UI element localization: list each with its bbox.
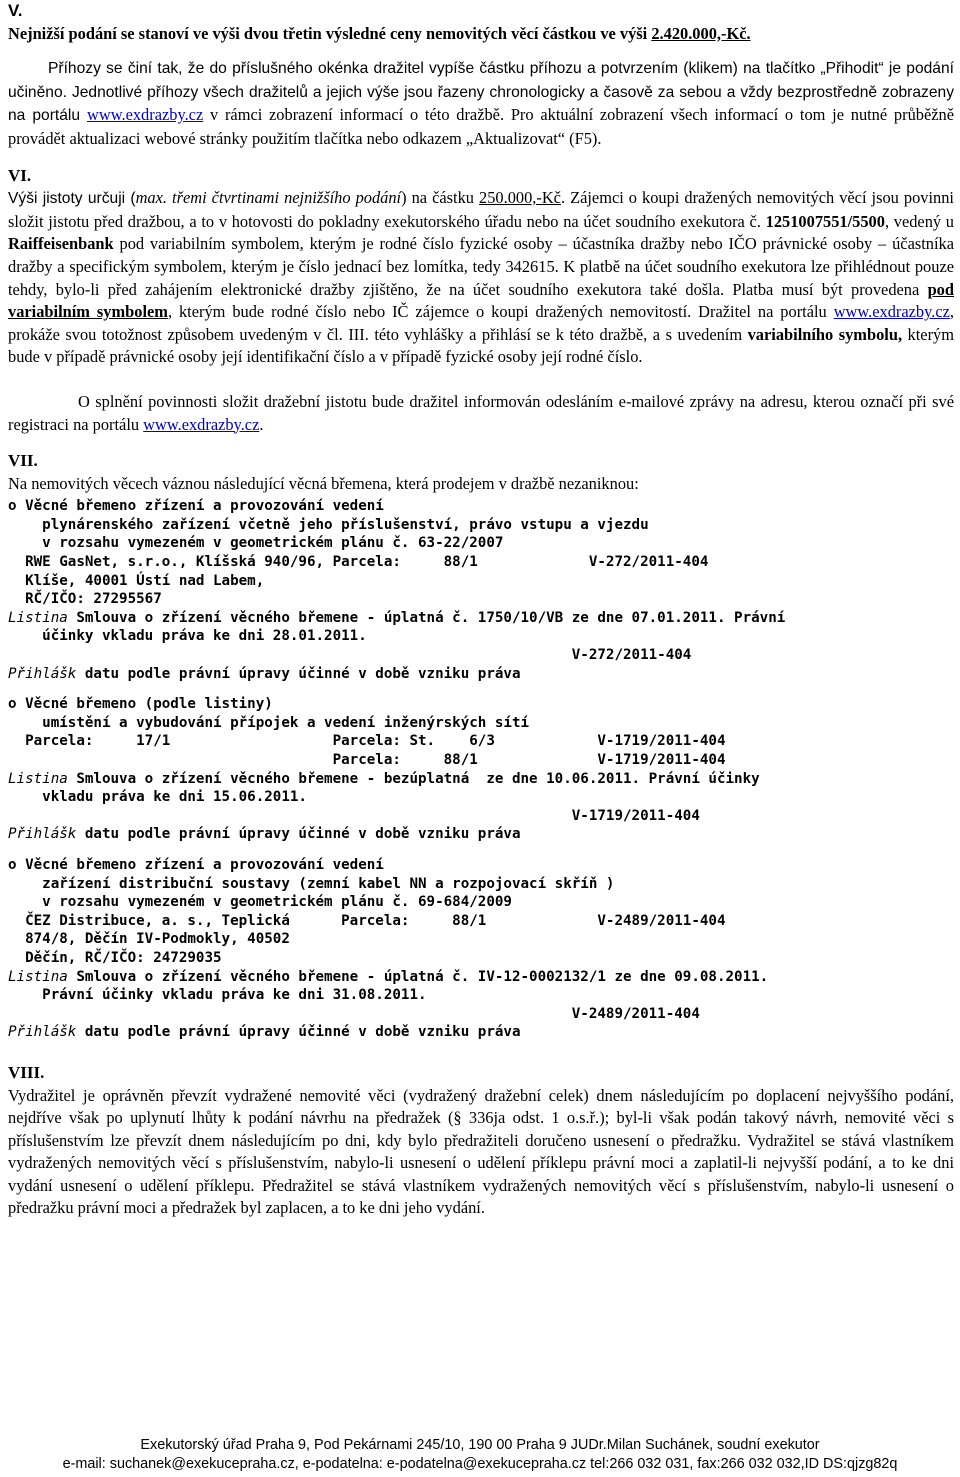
easement-line: plynárenského zařízení včetně jeho příslušenství, právo vstupu a vjezdu (8, 516, 649, 533)
easement-line: Přihlášk datu podle právní úpravy účinné v době vzniku práva (8, 665, 521, 682)
prihlask-label: Přihlášk (8, 1024, 77, 1041)
easement-line: v rozsahu vymezeném v geometrickém plánu č. 69-684/2009 (8, 894, 512, 911)
deposit-text-4: pod variabilním symbolem, kterým je rodné číslo fyzické osoby – účastníka dražby nebo IČO právnické osoby – účastníka dražby a specifickým symbolem, kterým je číslo jednací bez lomítka, tedy 342615. K platbě na účet soudního exekutora lze přihlédnout pouze tehdy, bylo-li před zahájením elektronické dražby zjištěno, že na účet soudního exekutora také došla. Platba musí být provedena (8, 234, 954, 299)
listina-label: Listina (8, 770, 68, 787)
bidding-text-d: Pro aktuální zobrazení všech informací o tom je nutné průběžně provádět aktualizaci webové stránky použitím tlačítka nebo odkazem „Aktualizovat“ (F5). (8, 105, 954, 148)
easement-line: o Věcné břemeno zřízení a provozování vedení (8, 856, 384, 873)
easement-line: vkladu práva ke dni 15.06.2011. (8, 789, 307, 806)
deposit-notification-text: O splnění povinnosti složit dražební jistotu bude dražitel informován odesláním e-mailové zprávy na adresu, kterou označí při své registraci na portálu (8, 391, 954, 434)
deposit-notification-end: . (259, 414, 264, 434)
deposit-text-6: , prokáže svou totožnost způsobem uvedeným v čl. III. této vyhlášky a přihlásí se k této dražbě, a s uvedením (8, 302, 954, 344)
easement-2-text (8, 695, 954, 844)
prihlask-label: Přihlášk (8, 665, 77, 682)
section-heading-viii: VIII. (8, 1062, 45, 1082)
section-heading-v: V. (8, 1, 23, 20)
easement-block-2 (8, 695, 954, 844)
bidding-text-b: Jednotlivé příhozy všech dražitelů a jejich výše jsou řazeny chronologicky a časově za sebou a vždy bezprostředně zobrazeny na portálu (8, 83, 954, 125)
easement-1-text (8, 497, 954, 683)
exdrazby-link-2[interactable]: www.exdrazby.cz (833, 302, 950, 322)
easement-line: V-272/2011-404 (8, 647, 692, 664)
deposit-text-3: , vedený u (884, 211, 954, 231)
account-number: 1251007551/5500 (765, 211, 885, 231)
listina-label: Listina (8, 968, 68, 985)
variable-symbol-emphasis: pod variabilním symbolem (8, 279, 954, 322)
easements-intro: Na nemovitých věcech váznou následující věcná břemena, která prodejem v dražbě nezaniknou: (8, 473, 639, 493)
easement-block-1 (8, 497, 954, 683)
prihlask-label: Přihlášk (8, 826, 77, 843)
deposit-text-1: Výši jistoty určuji ( (8, 190, 136, 208)
listina-label: Listina (8, 609, 68, 626)
deposit-text-italic: max. třemi čtvrtinami nejnižšího podání (135, 188, 402, 208)
footer-contact-line: e-mail: suchanek@exekucepraha.cz, e-podatelna: e-podatelna@exekucepraha.cz tel:266 032 031, fax:266 032 032,ID DS:qjzg82q (62, 1456, 898, 1472)
easement-line: Listina Smlouva o zřízení věcného břemene - úplatná č. 1750/10/VB ze dne 07.01.2011. Právní (8, 609, 786, 626)
exdrazby-link-3[interactable]: www.exdrazby.cz (143, 414, 260, 434)
bidding-text-c: v rámci zobrazení informací o této dražbě. (203, 105, 511, 125)
lowest-bid-text: Nejnižší podání se stanoví ve výši dvou třetin výsledné ceny nemovitých věcí částkou ve výši (8, 23, 652, 43)
easement-block-3 (8, 856, 954, 1042)
easement-line: Přihlášk datu podle právní úpravy účinné v době vzniku práva (8, 1024, 521, 1041)
deposit-notification-paragraph (8, 391, 954, 436)
exdrazby-link[interactable]: www.exdrazby.cz (87, 105, 204, 125)
bidding-paragraph (8, 57, 954, 150)
bidding-text-a: Příhozy se činí tak, že do příslušného okénka dražitel vypíše částku příhozu a potvrzením (klikem) na tlačítko „Přihodit“ je podání učiněno. (8, 60, 954, 101)
deposit-amount: 250.000,-Kč (479, 188, 561, 208)
easement-line: RČ/IČO: 27295567 (8, 591, 162, 608)
easement-line: Listina Smlouva o zřízení věcného břemene - bezúplatná ze dne 10.06.2011. Právní účinky (8, 770, 760, 787)
transfer-paragraph: Vydražitel je oprávněn převzít vydražené nemovité věci (vydražený dražební celek) dnem následujícím po doplacení nejvyššího podání, nejdříve však po uplynutí lhůty k podání návrhu na předražek (§ 336ja odst. 1 o.s.ř.); byl-li však podán takový návrh, nemovité věci s příslušenstvím lze převzít dnem následujícím po dni, kdy bylo předražiteli doručeno usnesení o předražku. Vydražitel se stává vlastníkem vydražených nemovitých věcí s příslušenstvím, nabylo-li usnesení o udělení příklepu právní moci a zaplatil-li nejvyšší podání, a to ke dni vydání usnesení o udělení příklepu. Předražitel se stává vlastníkem vydražených nemovitých věcí s příslušenstvím, nabylo-li usnesení o předražku právní moci a předražek byl zaplacen, a to ke dni jeho vydání. (8, 1085, 954, 1218)
easement-3-text (8, 856, 954, 1042)
deposit-paragraph (8, 187, 954, 369)
document-page (8, 0, 954, 1220)
section-heading-vi: VI. (8, 165, 32, 185)
easement-line: ČEZ Distribuce, a. s., Teplická Parcela: 88/1 V-2489/2011-404 (8, 912, 726, 929)
bank-name: Raiffeisenbank (8, 234, 114, 254)
lowest-bid-statement (8, 23, 954, 46)
easement-line: Parcela: 17/1 Parcela: St. 6/3 V-1719/2011-404 (8, 733, 726, 750)
easement-line: V-1719/2011-404 (8, 807, 700, 824)
easement-line: o Věcné břemeno (podle listiny) (8, 696, 273, 713)
section-heading-vii: VII. (8, 451, 38, 471)
easement-line: o Věcné břemeno zřízení a provozování vedení (8, 498, 384, 515)
deposit-text-1b: ) na částku (401, 188, 480, 208)
easement-line: zařízení distribuční soustavy (zemní kabel NN a rozpojovací skříň ) (8, 875, 615, 892)
easement-line: v rozsahu vymezeném v geometrickém plánu č. 63-22/2007 (8, 535, 504, 552)
easement-line: Parcela: 88/1 V-1719/2011-404 (8, 752, 726, 768)
easement-line: Právní účinky vkladu práva ke dni 31.08.2011. (8, 987, 427, 1004)
deposit-text-5: , kterým bude rodné číslo nebo IČ zájemce o koupi dražených nemovitostí. Dražitel na portálu (167, 302, 834, 322)
easement-line: Přihlášk datu podle právní úpravy účinné v době vzniku práva (8, 826, 521, 843)
easement-line: Listina Smlouva o zřízení věcného břemene - úplatná č. IV-12-0002132/1 ze dne 09.08.2011. (8, 968, 769, 985)
easement-line: účinky vkladu práva ke dni 28.01.2011. (8, 628, 367, 645)
easement-line: Klíše, 40001 Ústí nad Labem, (8, 572, 265, 589)
easement-line: umístění a vybudování přípojek a vedení inženýrských sítí (8, 714, 530, 731)
easement-line: Děčín, RČ/IČO: 24729035 (8, 949, 222, 966)
variable-symbol-emphasis-2: variabilního symbolu, (747, 324, 903, 344)
easement-line: 874/8, Děčín IV-Podmokly, 40502 (8, 931, 290, 948)
lowest-bid-amount: 2.420.000,-Kč. (651, 23, 751, 43)
deposit-text-7: kterým bude v případě právnické osoby její identifikační číslo a v případě fyzické osoby její rodné číslo. (8, 324, 954, 367)
easement-line: V-2489/2011-404 (8, 1005, 700, 1022)
easement-line: RWE GasNet, s.r.o., Klíšská 940/96, Parcela: 88/1 V-272/2011-404 (8, 554, 709, 571)
deposit-text-2: . Zájemci o koupi dražených nemovitých věcí jsou povinni složit jistotu před dražbou, a to v hotovosti do pokladny exekutorského úřadu nebo na účet soudního exekutora č. (8, 188, 954, 231)
page-footer (0, 1436, 960, 1474)
footer-office-line: Exekutorský úřad Praha 9, Pod Pekárnami 245/10, 190 00 Praha 9 JUDr.Milan Suchánek, soudní exekutor (140, 1437, 820, 1453)
